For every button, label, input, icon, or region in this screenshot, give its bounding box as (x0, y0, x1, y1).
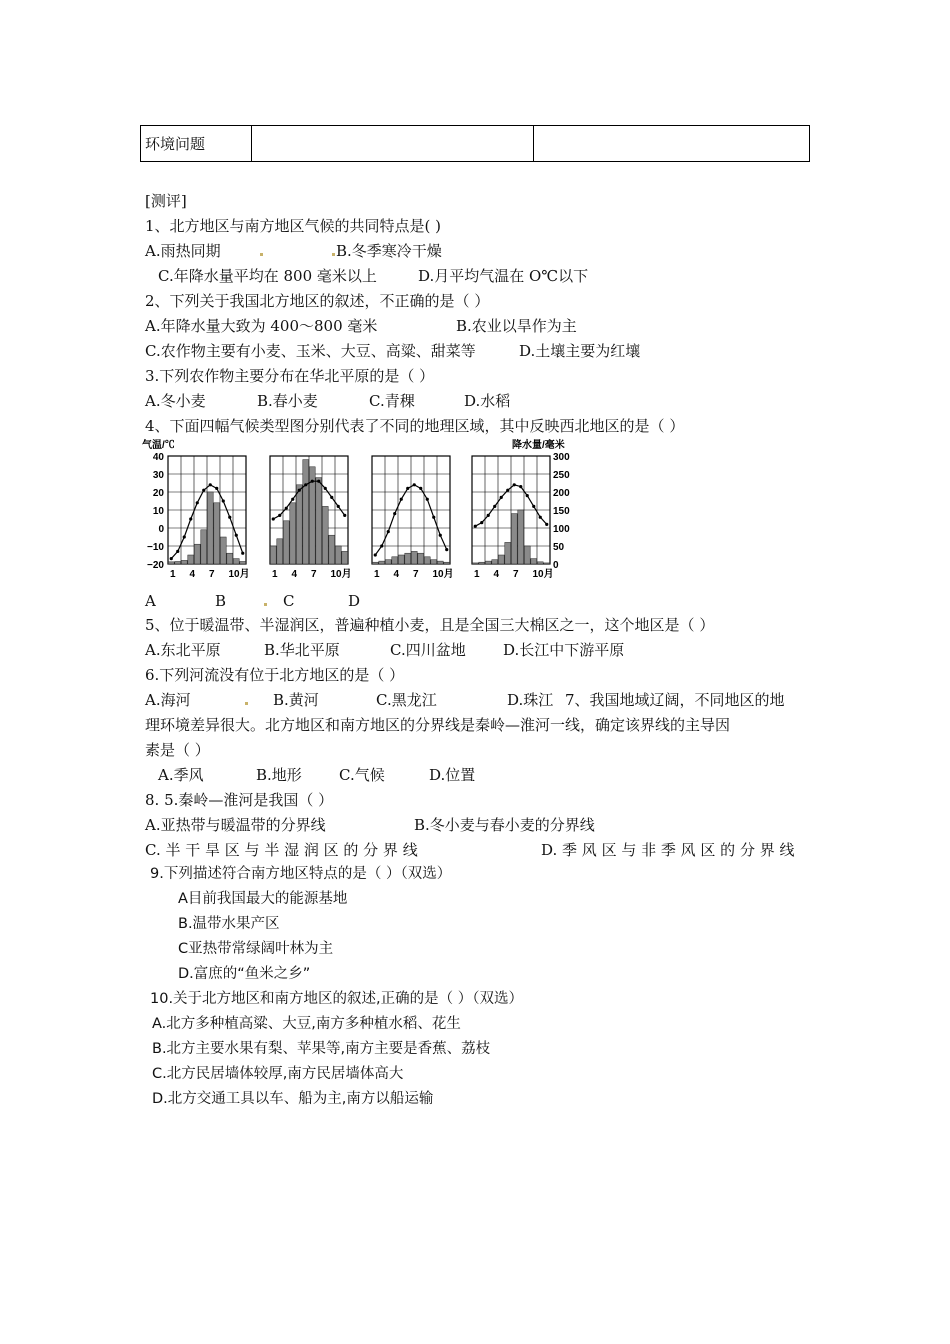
precip-tick-label: 200 (553, 488, 570, 499)
month-tick-label: 4 (393, 569, 400, 580)
temp-tick-label: −20 (147, 560, 164, 571)
speck (264, 603, 267, 606)
precip-bar (270, 546, 276, 564)
q1-stem: 1、北方地区与南方地区气候的共同特点是( ) (145, 217, 442, 235)
temp-point (413, 483, 416, 486)
section-title: [测评] (145, 192, 187, 210)
precip-bar (227, 553, 233, 564)
temp-point (337, 505, 340, 508)
q4-option-d: D (348, 592, 361, 610)
precip-bar (431, 560, 437, 564)
month-tick-label: 4 (291, 569, 298, 580)
month-tick-label: 1 (474, 569, 480, 580)
precip-bar (329, 535, 335, 564)
precip-bar (444, 562, 450, 564)
q9-option-c: C亚热带常绿阔叶林为主 (178, 941, 334, 957)
temp-point (393, 512, 396, 515)
precip-axis-title: 降水量/毫米 (512, 440, 565, 451)
precip-bar (505, 542, 511, 564)
precip-bar (392, 557, 398, 564)
precip-bar (372, 562, 378, 564)
temp-point (539, 516, 542, 519)
q3-stem: 3.下列农作物主要分布在华北平原的是（ ） (145, 367, 435, 385)
temp-point (506, 489, 509, 492)
precip-tick-label: 50 (553, 542, 565, 553)
q8-stem: 8. 5.秦岭—淮河是我国（ ） (145, 791, 334, 809)
precip-bar (385, 560, 391, 564)
q2-option-d: D.土壤主要为红壤 (519, 342, 641, 360)
temp-point (513, 483, 516, 486)
q6-option-b: B.黄河 (273, 691, 319, 709)
precip-bar (511, 514, 517, 564)
temp-point (406, 487, 409, 490)
precip-bar (379, 561, 385, 564)
precip-tick-label: 300 (553, 452, 570, 463)
q8-option-a: A.亚热带与暖温带的分界线 (145, 816, 326, 834)
precip-bar (283, 521, 289, 564)
q5-stem: 5、位于暖温带、半湿润区，普遍种植小麦，且是全国三大棉区之一，这个地区是（ ） (145, 616, 715, 634)
month-tick-label: 1 (272, 569, 278, 580)
temp-point (209, 483, 212, 486)
q7-stem-line2: 理环境差异很大。北方地区和南方地区的分界线是秦岭—淮河一线，确定该界线的主导因 (145, 716, 731, 734)
temp-point (400, 498, 403, 501)
precip-bar (181, 560, 187, 564)
precip-bar (437, 561, 443, 564)
temp-tick-label: 10 (152, 506, 164, 517)
temp-point (480, 521, 483, 524)
precip-bar (498, 555, 504, 564)
precip-bar (537, 562, 543, 564)
q4-stem: 4、下面四幅气候类型图分别代表了不同的地理区域，其中反映西北地区的是（ ） (145, 417, 685, 435)
q5-option-d: D.长江中下游平原 (503, 641, 625, 659)
q1-option-c: C.年降水量平均在 800 毫米以上 (158, 267, 377, 285)
q5-option-c: C.四川盆地 (390, 641, 466, 659)
q8-option-c: C. 半 干 旱 区 与 半 湿 润 区 的 分 界 线 (145, 841, 418, 859)
temp-point (526, 494, 529, 497)
precip-bar (544, 563, 550, 564)
q4-option-a: A (145, 592, 156, 610)
q1-option-b: B.冬季寒冷干燥 (336, 242, 442, 260)
temp-point (419, 487, 422, 490)
temp-point (426, 498, 429, 501)
q10-option-b: B.北方主要水果有梨、苹果等,南方主要是香蕉、荔枝 (152, 1041, 491, 1057)
temp-point (432, 516, 435, 519)
table-cell (252, 126, 534, 162)
q6-option-a: A.海河 (145, 691, 191, 709)
temp-axis-title: 气温/℃ (142, 440, 175, 451)
precip-bar (524, 546, 530, 564)
q9-option-a: A目前我国最大的能源基地 (178, 891, 348, 907)
temp-point (298, 489, 301, 492)
precip-bar (424, 557, 430, 564)
temp-point (176, 550, 179, 553)
precip-bar (342, 551, 348, 564)
temp-point (311, 480, 314, 483)
precip-tick-label: 100 (553, 524, 570, 535)
q7-option-c: C.气候 (339, 766, 385, 784)
q5-option-a: A.东北平原 (145, 641, 221, 659)
precip-bar (240, 561, 246, 564)
temp-point (324, 487, 327, 490)
q7-option-d: D.位置 (429, 766, 476, 784)
q3-option-d: D.水稻 (464, 392, 511, 410)
temp-point (439, 534, 442, 537)
q10-stem: 10.关于北方地区和南方地区的叙述,正确的是（ ）（双选） (150, 991, 524, 1007)
temp-point (183, 535, 186, 538)
q9-stem: 9.下列描述符合南方地区特点的是（ ）（双选） (150, 866, 452, 882)
q3-option-b: B.春小麦 (257, 392, 318, 410)
month-tick-label: 7 (413, 569, 419, 580)
precip-bar (531, 559, 537, 564)
temp-point (343, 514, 346, 517)
temp-point (170, 557, 173, 560)
temp-point (196, 501, 199, 504)
q10-option-d: D.北方交通工具以车、船为主,南方以船运输 (152, 1091, 434, 1107)
temp-point (189, 517, 192, 520)
q3-option-a: A.冬小麦 (145, 392, 206, 410)
q6-stem: 6.下列河流没有位于北方地区的是（ ） (145, 666, 405, 684)
temp-tick-label: −10 (147, 542, 164, 553)
q6-option-d: D.珠江 (507, 691, 554, 709)
temp-point (278, 514, 281, 517)
precip-bar (207, 492, 213, 564)
precip-bar (220, 537, 226, 564)
q2-option-b: B.农业以旱作为主 (456, 317, 577, 335)
precip-bar (168, 562, 174, 564)
precip-tick-label: 0 (553, 560, 559, 571)
precip-bar (194, 544, 200, 564)
temp-point (330, 496, 333, 499)
temp-point (487, 514, 490, 517)
precip-bar (277, 539, 283, 564)
climate-charts (140, 436, 600, 586)
temp-point (493, 505, 496, 508)
month-tick-label: 4 (493, 569, 500, 580)
q9-option-b: B.温带水果产区 (178, 916, 280, 932)
temp-tick-label: 20 (152, 488, 164, 499)
q1-option-d: D.月平均气温在 O℃以下 (418, 267, 589, 285)
q4-option-c: C (283, 592, 295, 610)
precip-tick-label: 250 (553, 470, 570, 481)
precip-bar (303, 460, 309, 564)
q7-option-a: A.季风 (158, 766, 204, 784)
precip-bar (201, 530, 207, 564)
table-row-label: 环境问题 (141, 126, 252, 162)
month-tick-label: 7 (513, 569, 519, 580)
q5-option-b: B.华北平原 (264, 641, 340, 659)
temp-point (387, 530, 390, 533)
precip-bar (335, 546, 341, 564)
q6-option-c: C.黑龙江 (376, 691, 437, 709)
temp-point (235, 534, 238, 537)
q10-option-a: A.北方多种植高粱、大豆,南方多种植水稻、花生 (152, 1016, 461, 1032)
precip-tick-label: 150 (553, 506, 570, 517)
table-cell (534, 126, 810, 162)
q8-option-d: D. 季 风 区 与 非 季 风 区 的 分 界 线 (541, 841, 795, 859)
temp-point (374, 553, 377, 556)
q9-option-d: D.富庶的“鱼米之乡” (178, 966, 311, 982)
environment-table (140, 125, 810, 162)
precip-bar (316, 478, 322, 564)
precip-bar (398, 555, 404, 564)
speck (245, 702, 248, 705)
precip-bar (492, 560, 498, 564)
speck (332, 253, 335, 256)
temp-point (215, 487, 218, 490)
precip-bar (485, 561, 491, 564)
temp-point (445, 548, 448, 551)
temp-tick-label: 40 (152, 452, 164, 463)
q8-option-b: B.冬小麦与春小麦的分界线 (414, 816, 595, 834)
month-tick-label: 10月 (432, 569, 454, 580)
precip-bar (290, 503, 296, 564)
temp-point (222, 499, 225, 502)
month-tick-label: 10月 (330, 569, 352, 580)
q4-option-b: B (215, 592, 227, 610)
temp-point (272, 517, 275, 520)
precip-bar (518, 510, 524, 564)
temp-point (532, 505, 535, 508)
q1-option-a: A.雨热同期 (145, 242, 221, 260)
precip-bar (479, 562, 485, 564)
month-tick-label: 7 (209, 569, 215, 580)
q2-stem: 2、下列关于我国北方地区的叙述，不正确的是（ ） (145, 292, 490, 310)
temp-point (519, 485, 522, 488)
temp-point (545, 523, 548, 526)
precip-bar (175, 561, 181, 564)
temp-point (228, 516, 231, 519)
precip-bar (411, 551, 417, 564)
speck (260, 253, 263, 256)
precip-bar (233, 559, 239, 564)
q2-option-c: C.农作物主要有小麦、玉米、大豆、高粱、甜菜等 (145, 342, 476, 360)
precip-bar (418, 553, 424, 564)
q7-stem-line1: 7、我国地域辽阔，不同地区的地 (565, 691, 785, 709)
q7-stem-line3: 素是（ ） (145, 741, 210, 759)
temp-tick-label: 0 (158, 524, 164, 535)
month-tick-label: 7 (311, 569, 317, 580)
precip-bar (296, 485, 302, 564)
month-tick-label: 4 (189, 569, 196, 580)
temp-point (202, 489, 205, 492)
q10-option-c: C.北方民居墙体较厚,南方民居墙体高大 (152, 1066, 404, 1082)
q7-option-b: B.地形 (256, 766, 302, 784)
precip-bar (405, 553, 411, 564)
q2-option-a: A.年降水量大致为 400～800 毫米 (145, 317, 378, 335)
temp-point (285, 507, 288, 510)
temp-point (291, 498, 294, 501)
precip-bar (188, 555, 194, 564)
month-tick-label: 10月 (532, 569, 554, 580)
temp-point (500, 496, 503, 499)
precip-bar (472, 563, 478, 564)
q3-option-c: C.青稞 (369, 392, 415, 410)
temp-point (241, 552, 244, 555)
temp-point (317, 480, 320, 483)
temp-point (380, 544, 383, 547)
month-tick-label: 10月 (228, 569, 250, 580)
precip-bar (214, 503, 220, 564)
precip-bar (322, 506, 328, 564)
temp-point (304, 483, 307, 486)
month-tick-label: 1 (374, 569, 380, 580)
month-tick-label: 1 (170, 569, 176, 580)
temp-point (474, 525, 477, 528)
temp-tick-label: 30 (152, 470, 164, 481)
